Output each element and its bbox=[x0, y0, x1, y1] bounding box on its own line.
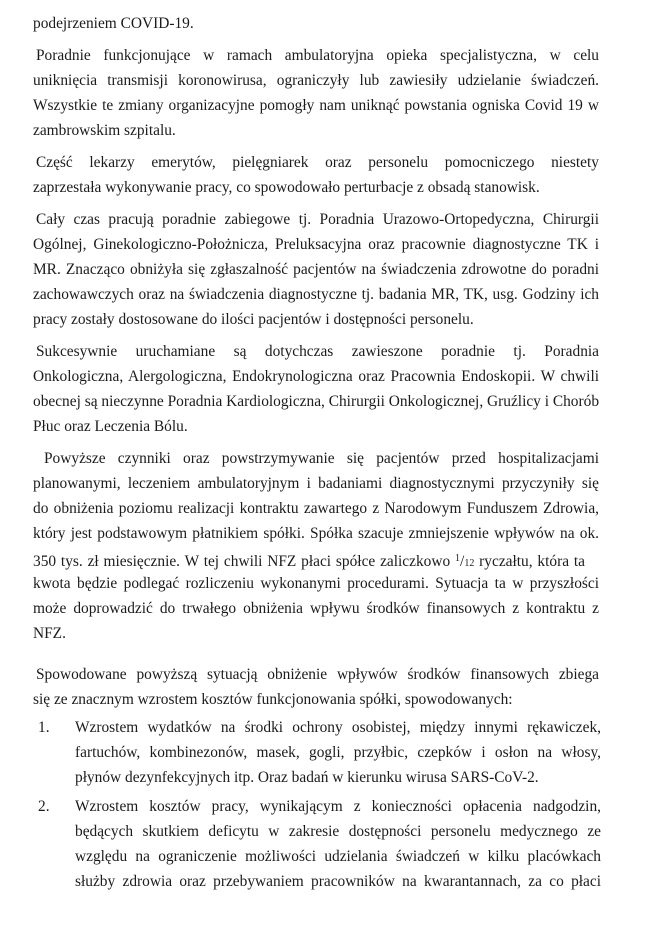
text-line: Onkologiczna, Alergologiczna, Endokrynologiczna oraz Pracownia Endoskopii. W chwili bbox=[33, 368, 599, 385]
text-line: uniknięcia transmisji koronowirusa, ograniczyły lub zawiesiły udzielanie świadczeń. bbox=[33, 72, 599, 89]
text-line: się ze znacznym wzrostem kosztów funkcjonowania spółki, spowodowanych: bbox=[33, 691, 513, 708]
fraction-denominator: 12 bbox=[464, 558, 475, 569]
text-line: zambrowskim szpitalu. bbox=[33, 122, 176, 139]
text-line: pracy zostały dostosowane do ilości pacjentów i dostępności personelu. bbox=[33, 311, 474, 328]
text-line: Spowodowane powyższą sytuacją obniżenie wpływów środków finansowych zbiega bbox=[36, 666, 599, 683]
text-line: podejrzeniem COVID-19. bbox=[33, 15, 194, 32]
list-item-line: Wzrostem wydatków na środki ochrony osobistej, między innymi rękawiczek, bbox=[75, 719, 601, 736]
fraction-numerator: 1 bbox=[455, 553, 461, 564]
list-item-line: Wzrostem kosztów pracy, wynikającym z konieczności opłacenia nadgodzin, bbox=[75, 798, 601, 815]
text-line: planowanymi, leczeniem ambulatoryjnym i badaniami diagnostycznymi przyczyniły się bbox=[33, 475, 599, 492]
text-line: Sukcesywnie uruchamiane są dotychczas zawieszone poradnie tj. Poradnia bbox=[36, 343, 599, 360]
list-item-number: 2. bbox=[38, 798, 50, 815]
text-line: MR. Znacząco obniżyła się zgłaszalność pacjentów na świadczenia zdrowotne do poradni bbox=[33, 261, 599, 278]
list-item-line: będących skutkiem deficytu w zakresie dostępności personelu medycznego ze bbox=[75, 823, 601, 840]
text-line: Powyższe czynniki oraz powstrzymywanie się pacjentów przed hospitalizacjami bbox=[44, 450, 599, 467]
text-line: obecnej są nieczynne Poradnia Kardiologiczna, Chirurgii Onkologicznej, Gruźlicy i Chorób bbox=[33, 393, 599, 410]
text-line: Cały czas pracują poradnie zabiegowe tj. Poradnia Urazowo-Ortopedyczna, Chirurgii bbox=[36, 211, 599, 228]
text-span: 350 tys. zł miesięcznie. W tej chwili NFZ płaci spółce zaliczkowo bbox=[33, 553, 451, 570]
list-item-line: płynów dezynfekcyjnych itp. Oraz badań w kierunku wirusa SARS-CoV-2. bbox=[75, 769, 539, 786]
text-line: Ogólnej, Ginekologiczno-Położnicza, Preluksacyjna oraz pracownie diagnostyczne TK i bbox=[33, 236, 599, 253]
text-line: Poradnie funkcjonujące w ramach ambulatoryjna opieka specjalistyczna, w celu bbox=[36, 47, 599, 64]
fraction-separator: / bbox=[460, 553, 465, 570]
text-line: może doprowadzić do trwałego obniżenia wpływu środków finansowych z kontraktu z bbox=[33, 600, 599, 617]
list-item-line: względu na ograniczenie możliwości udzielania świadczeń w kilku placówkach bbox=[75, 848, 601, 865]
list-item-number: 1. bbox=[38, 719, 50, 736]
text-line: kwota będzie podlegać rozliczeniu wykonanymi procedurami. Sytuacja ta w przyszłości bbox=[33, 575, 599, 592]
text-line: Część lekarzy emerytów, pielęgniarek oraz personelu pomocniczego niestety bbox=[36, 154, 599, 171]
text-span: ryczałtu, która ta bbox=[479, 553, 586, 570]
text-line bbox=[33, 549, 599, 571]
text-line: który jest podstawowym płatnikiem spółki. Spółka szacuje zmniejszenie wpływów na ok. bbox=[33, 525, 599, 542]
text-line: NFZ. bbox=[33, 625, 66, 642]
text-line: Płuc oraz Leczenia Bólu. bbox=[33, 418, 188, 435]
text-line: do obniżenia poziomu realizacji kontraktu zawartego z Narodowym Funduszem Zdrowia, bbox=[33, 500, 599, 517]
text-line: zachowawczych oraz na świadczenia diagnostyczne tj. badania MR, TK, usg. Godziny ich bbox=[33, 286, 599, 303]
text-line: zaprzestała wykonywanie pracy, co spowodowało perturbacje z obsadą stanowisk. bbox=[33, 179, 540, 196]
list-item-line: fartuchów, kombinezonów, masek, gogli, przyłbic, czepków i osłon na włosy, bbox=[75, 744, 601, 761]
text-line: Wszystkie te zmiany organizacyjne pomogły nam uniknąć powstania ogniska Covid 19 w bbox=[33, 97, 599, 114]
list-item-line: służby zdrowia oraz przebywaniem pracowników na kwarantannach, za co płaci bbox=[75, 873, 601, 890]
